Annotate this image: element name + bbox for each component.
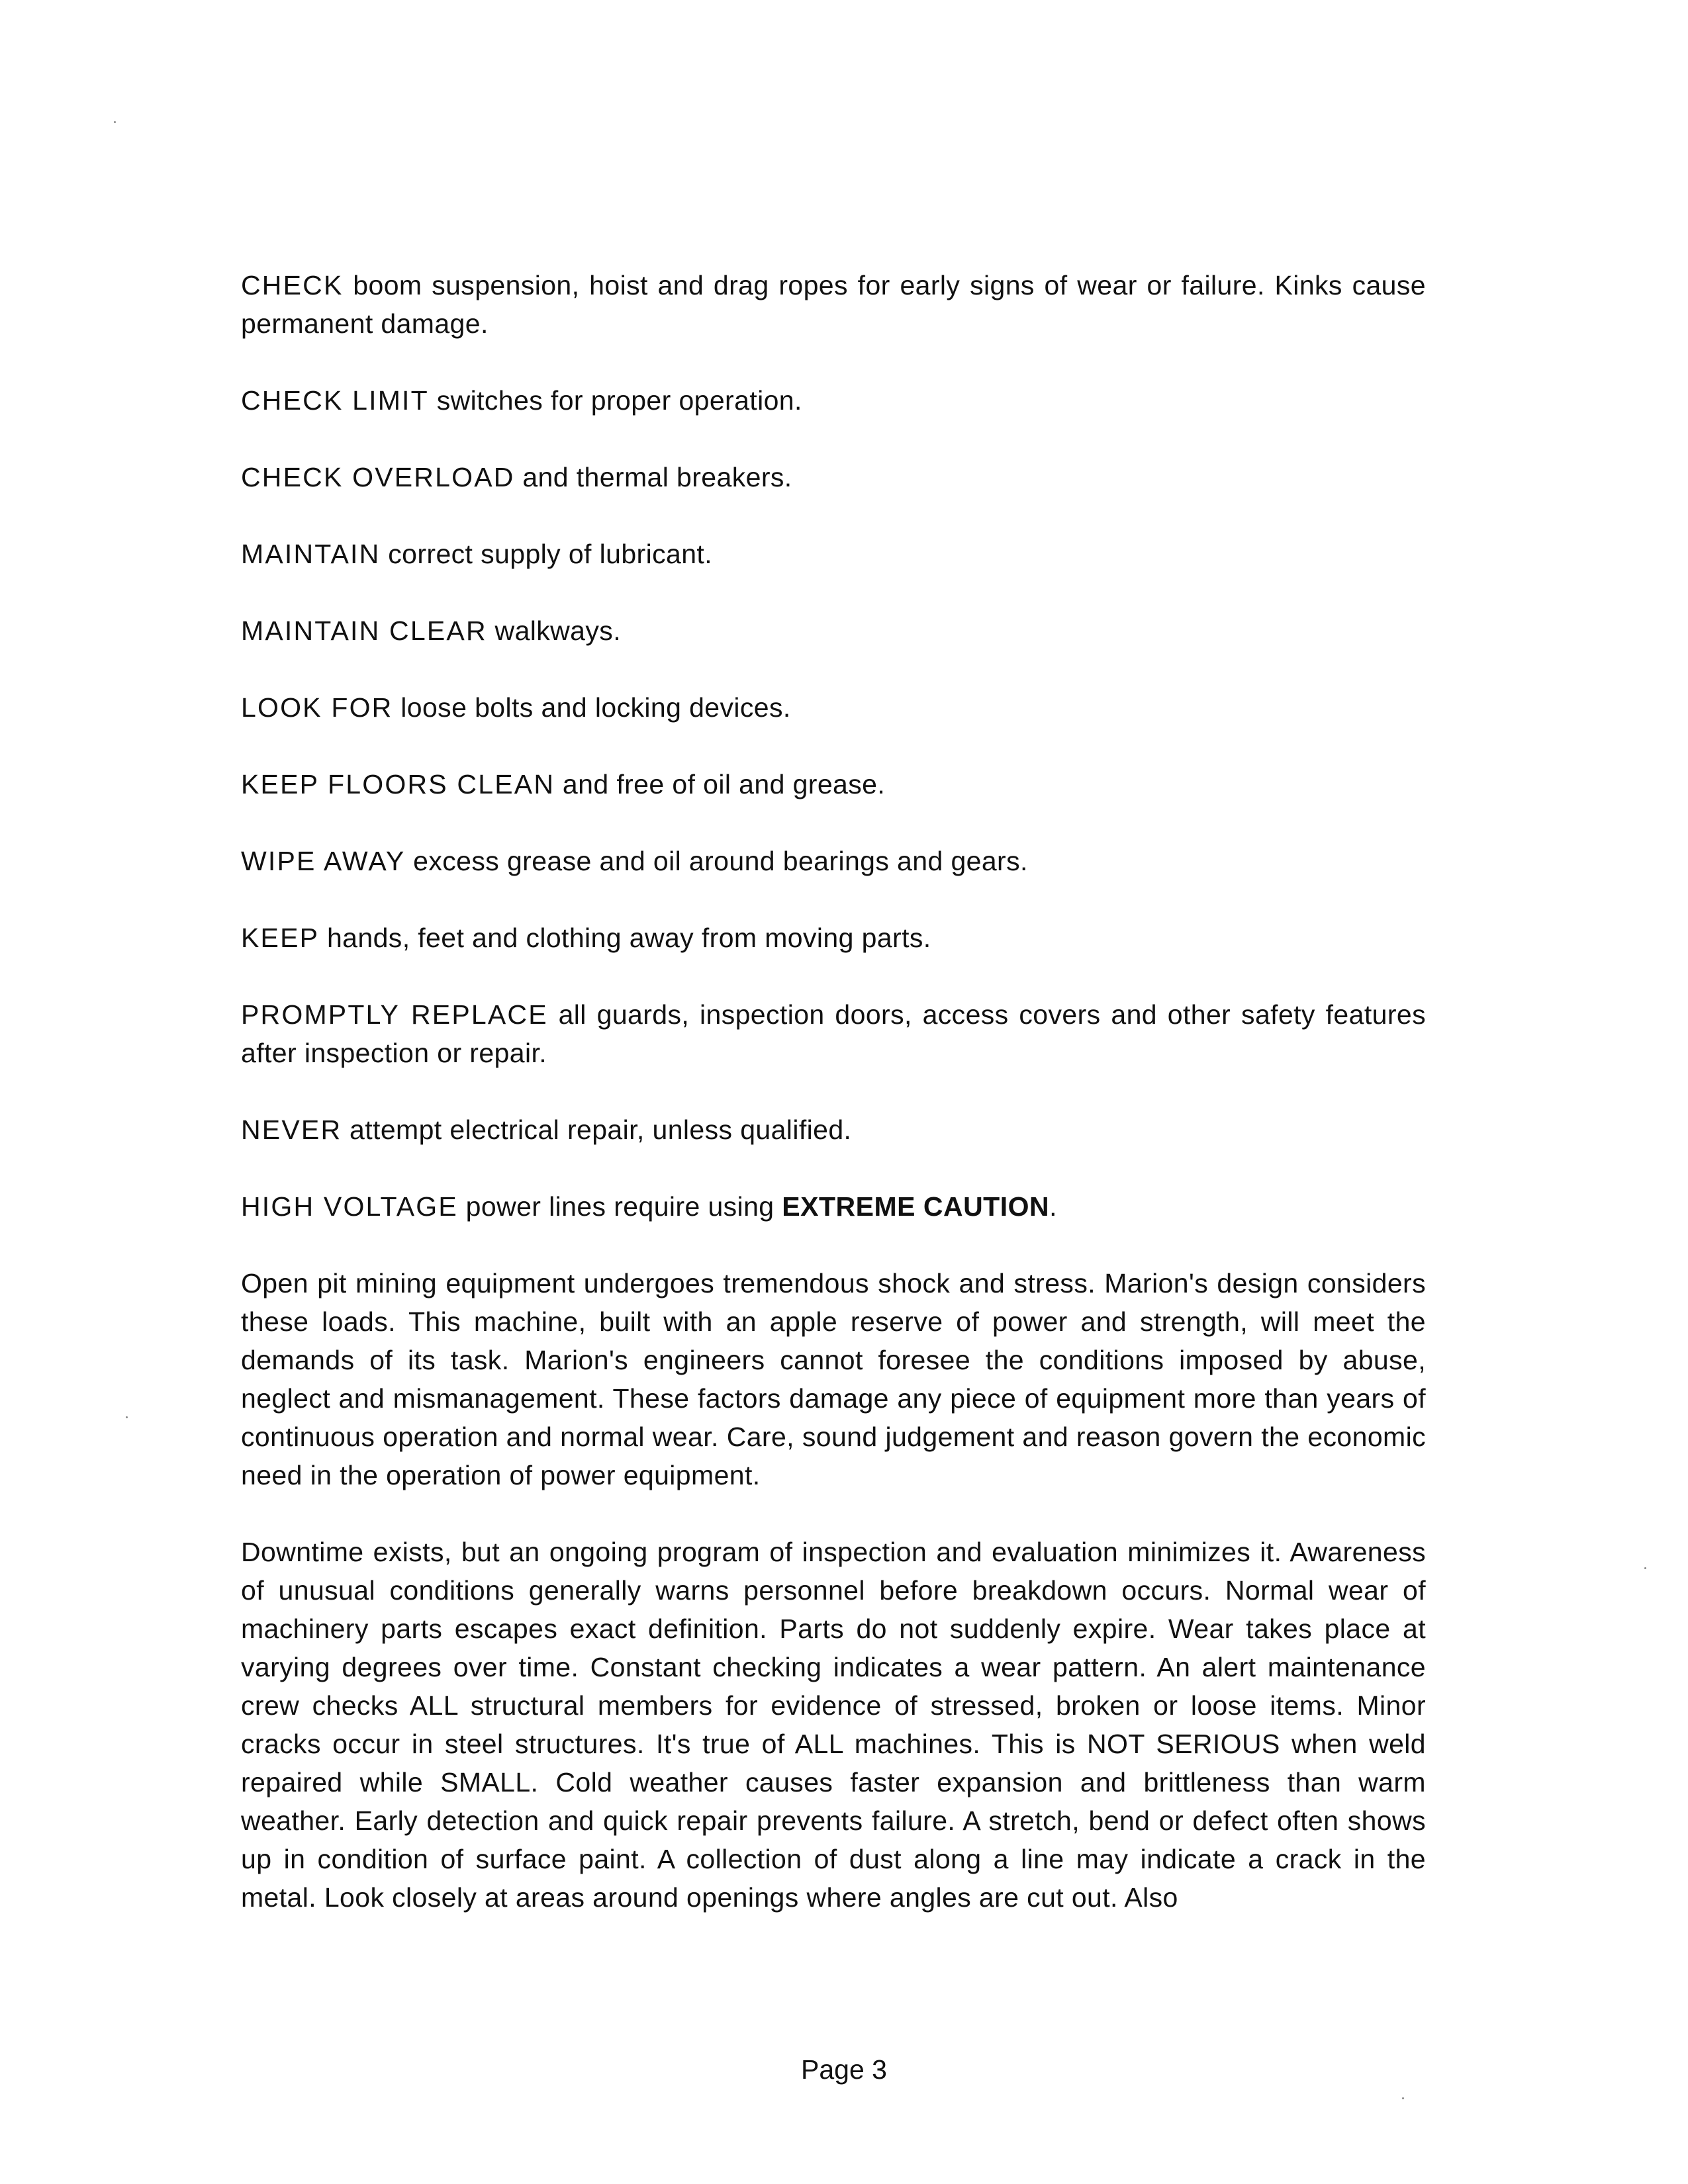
checklist-keyword: NEVER xyxy=(241,1115,342,1145)
checklist-item xyxy=(241,688,1426,727)
checklist-keyword: MAINTAIN xyxy=(241,539,381,569)
checklist-text: switches for proper operation. xyxy=(428,385,802,416)
checklist-item xyxy=(241,381,1426,420)
checklist-text: and free of oil and grease. xyxy=(555,769,886,799)
checklist-text: hands, feet and clothing away from moving parts. xyxy=(319,923,931,953)
checklist-suffix: . xyxy=(1049,1191,1057,1222)
checklist-item xyxy=(241,1111,1426,1149)
checklist-text: loose bolts and locking devices. xyxy=(393,692,791,723)
checklist-item xyxy=(241,266,1426,343)
scan-speck xyxy=(126,1416,128,1418)
checklist-keyword: KEEP FLOORS CLEAN xyxy=(241,769,555,799)
checklist-text: excess grease and oil around bearings and gears. xyxy=(405,846,1028,876)
checklist-item xyxy=(241,919,1426,957)
checklist-keyword: KEEP xyxy=(241,923,320,953)
body-paragraph: Open pit mining equipment undergoes tremendous shock and stress. Marion's design considers these loads. This machine, built with an apple reserve of power and strength, will meet the demands of its task. Marion's engineers cannot foresee the conditions imposed by abuse, neglect and mismanagement. These factors damage any piece of equipment more than years of continuous operation and normal wear. Care, sound judgement and reason govern the economic need in the operation of power equipment. xyxy=(241,1268,1426,1490)
checklist-text: power lines require using xyxy=(457,1191,782,1222)
page-number: Page 3 xyxy=(801,2054,887,2085)
checklist-item xyxy=(241,1187,1426,1226)
checklist-keyword: LOOK FOR xyxy=(241,692,393,723)
emphasis-text: EXTREME CAUTION xyxy=(782,1191,1050,1222)
page-body xyxy=(241,266,1426,1955)
checklist-text: boom suspension, hoist and drag ropes for early signs of wear or failure. Kinks cause permanent damage. xyxy=(241,270,1426,339)
checklist-keyword: HIGH VOLTAGE xyxy=(241,1191,458,1222)
checklist-text: attempt electrical repair, unless qualified. xyxy=(342,1115,852,1145)
checklist-item xyxy=(241,765,1426,803)
checklist-item xyxy=(241,535,1426,573)
checklist-keyword: PROMPTLY REPLACE xyxy=(241,999,548,1030)
checklist-keyword: WIPE AWAY xyxy=(241,846,406,876)
checklist-item xyxy=(241,842,1426,880)
checklist-keyword: CHECK OVERLOAD xyxy=(241,462,515,492)
checklist-item xyxy=(241,995,1426,1072)
checklist-text: and thermal breakers. xyxy=(514,462,792,492)
checklist-keyword: CHECK LIMIT xyxy=(241,385,429,416)
scan-speck xyxy=(1402,2097,1404,2099)
scan-speck xyxy=(1644,1567,1646,1569)
scan-speck xyxy=(114,121,116,123)
checklist-item xyxy=(241,612,1426,650)
body-paragraph: Downtime exists, but an ongoing program of inspection and evaluation minimizes it. Awareness of unusual conditions generally warns personnel before breakdown occurs. Normal wear of machinery parts escapes exact definition. Parts do not suddenly expire. Wear takes place at varying degrees over time. Constant checking indicates a wear pattern. An alert maintenance crew checks ALL structural members for evidence of stressed, broken or loose items. Minor cracks occur in steel structures. It's true of ALL machines. This is NOT SERIOUS when weld repaired while SMALL. Cold weather causes faster expansion and brittleness than warm weather. Early detection and quick repair prevents failure. A stretch, bend or defect often shows up in condition of surface paint. A collection of dust along a line may indicate a crack in the metal. Look closely at areas around openings where angles are cut out. Also xyxy=(241,1537,1426,1913)
checklist-keyword: MAINTAIN CLEAR xyxy=(241,615,487,646)
checklist-text: walkways. xyxy=(487,615,621,646)
checklist-item xyxy=(241,458,1426,496)
checklist-text: all guards, inspection doors, access covers and other safety features after inspection or repair. xyxy=(241,999,1426,1068)
checklist-text: correct supply of lubricant. xyxy=(380,539,712,569)
checklist-keyword: CHECK xyxy=(241,270,344,300)
